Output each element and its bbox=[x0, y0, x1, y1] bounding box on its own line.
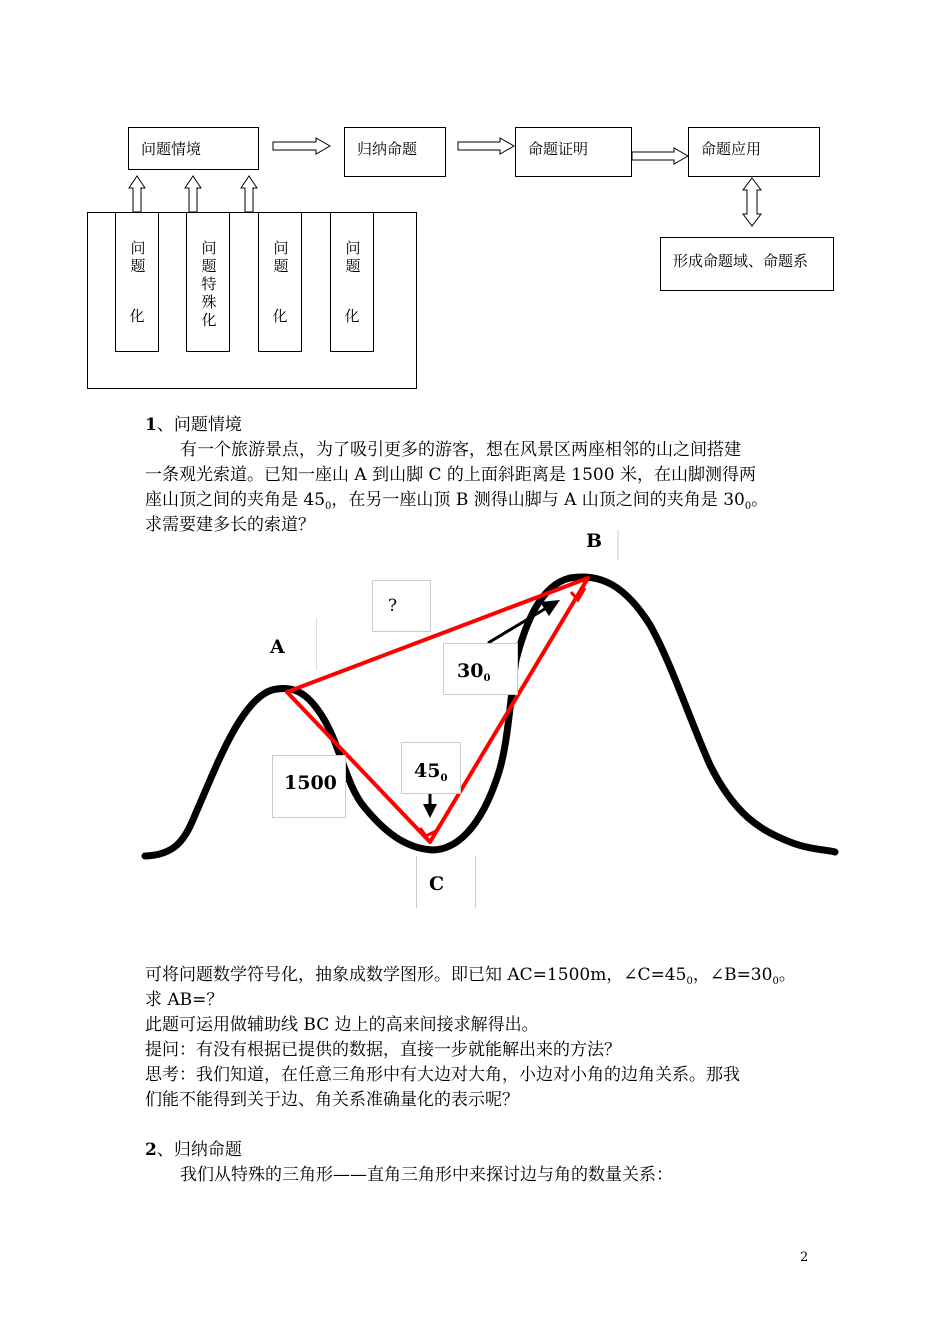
section1-line-1-text: 有一个旅游景点，为了吸引更多的游客，想在风景区两座相邻的山之间搭建 bbox=[180, 440, 741, 460]
section2-heading-num: 2 bbox=[145, 1140, 157, 1160]
after-line-1a: 可将问题数学符号化，抽象成数学图形。即已知 AC=1500m，∠C=45 bbox=[145, 965, 687, 985]
section1-line-3c: 。 bbox=[751, 490, 769, 510]
degree-sup-4: 0 bbox=[772, 976, 779, 987]
flow-label-situation: 问题情境 bbox=[141, 140, 202, 158]
question-label: ? bbox=[388, 596, 398, 616]
section1-heading bbox=[145, 413, 242, 438]
flow-column-4-bottom: 化 bbox=[344, 307, 360, 325]
label-box-c bbox=[416, 856, 476, 908]
angle-b-value: 30 bbox=[457, 660, 484, 682]
mountain-outline bbox=[145, 577, 835, 856]
after-line-3: 此题可运用做辅助线 BC 边上的高来间接求解得出。 bbox=[145, 1015, 539, 1035]
after-line-4: 提问：有没有根据已提供的数据，直接一步就能解出来的方法？ bbox=[145, 1040, 621, 1060]
arrow-double bbox=[743, 178, 761, 226]
angle-c-degree: 0 bbox=[440, 773, 448, 784]
arrow-up-1 bbox=[129, 176, 145, 212]
flow-column-4-top: 问题 bbox=[345, 239, 361, 275]
section1-heading-text: 、问题情境 bbox=[156, 415, 242, 435]
degree-sup-1: 0 bbox=[325, 501, 332, 512]
section2-heading-text: 、归纳命题 bbox=[156, 1140, 242, 1160]
arrow-right-2 bbox=[458, 138, 514, 154]
flow-label-proof: 命题证明 bbox=[528, 140, 589, 158]
page-number: 2 bbox=[800, 1250, 809, 1265]
flow-label-apply: 命题应用 bbox=[701, 140, 762, 158]
section2-line: 我们从特殊的三角形——直角三角形中来探讨边与角的数量关系： bbox=[180, 1165, 673, 1185]
angle-b-label bbox=[457, 660, 490, 684]
after-line-5: 思考：我们知道，在任意三角形中有大边对大角，小边对小角的边角关系。那我 bbox=[145, 1065, 740, 1085]
flow-label-domain: 形成命题域、命题系 bbox=[673, 252, 809, 270]
after-line-6: 们能不能得到关于边、角关系准确量化的表示呢？ bbox=[145, 1090, 519, 1110]
flow-label-induce: 归纳命题 bbox=[357, 140, 418, 158]
flow-column-1-bottom: 化 bbox=[129, 307, 145, 325]
section2-heading bbox=[145, 1138, 242, 1163]
section1-heading-num: 1 bbox=[145, 415, 157, 435]
arrow-to-b-head bbox=[540, 600, 560, 616]
degree-sup-3: 0 bbox=[686, 976, 693, 987]
after-line-1 bbox=[145, 963, 796, 994]
distance-label: 1500 bbox=[284, 772, 337, 794]
arrow-to-c-head bbox=[423, 804, 437, 818]
flow-column-1-top: 问题 bbox=[130, 239, 146, 275]
flow-column-3-top: 问题 bbox=[273, 239, 289, 275]
section1-line-2 bbox=[145, 463, 756, 488]
point-label-b: B bbox=[586, 530, 603, 552]
degree-sup-2: 0 bbox=[744, 501, 752, 512]
flow-column-2-top: 问题特殊化 bbox=[201, 239, 217, 329]
after-line-1c: 。 bbox=[778, 965, 796, 985]
section1-line-3b: ，在另一座山顶 B 测得山脚与 A 山顶之间的夹角是 30 bbox=[331, 490, 745, 510]
flow-column-3-bottom: 化 bbox=[272, 307, 288, 325]
arrow-up-3 bbox=[241, 176, 257, 212]
section1-line-1 bbox=[180, 438, 741, 463]
arrow-right-1 bbox=[273, 138, 330, 154]
flowchart-arrows bbox=[0, 0, 950, 400]
arrow-up-2 bbox=[185, 176, 201, 212]
label-box-question bbox=[372, 580, 431, 632]
label-box-a bbox=[258, 618, 317, 670]
angle-c-value: 45 bbox=[414, 760, 441, 782]
section1-line-2-text: 一条观光索道。已知一座山 A 到山脚 C 的上面斜距离是 1500 米，在山脚测得两 bbox=[145, 465, 756, 485]
arrow-right-3 bbox=[632, 148, 688, 164]
section1-line-3a: 座山顶之间的夹角是 45 bbox=[145, 490, 326, 510]
section1-line-4-text: 求需要建多长的索道？ bbox=[145, 515, 315, 535]
after-line-2: 求 AB=？ bbox=[145, 990, 224, 1010]
angle-c-label bbox=[414, 760, 447, 784]
after-line-1b: ，∠B=30 bbox=[692, 965, 773, 985]
point-label-a: A bbox=[270, 636, 285, 658]
angle-b-degree: 0 bbox=[483, 673, 491, 684]
point-label-c: C bbox=[429, 873, 445, 895]
